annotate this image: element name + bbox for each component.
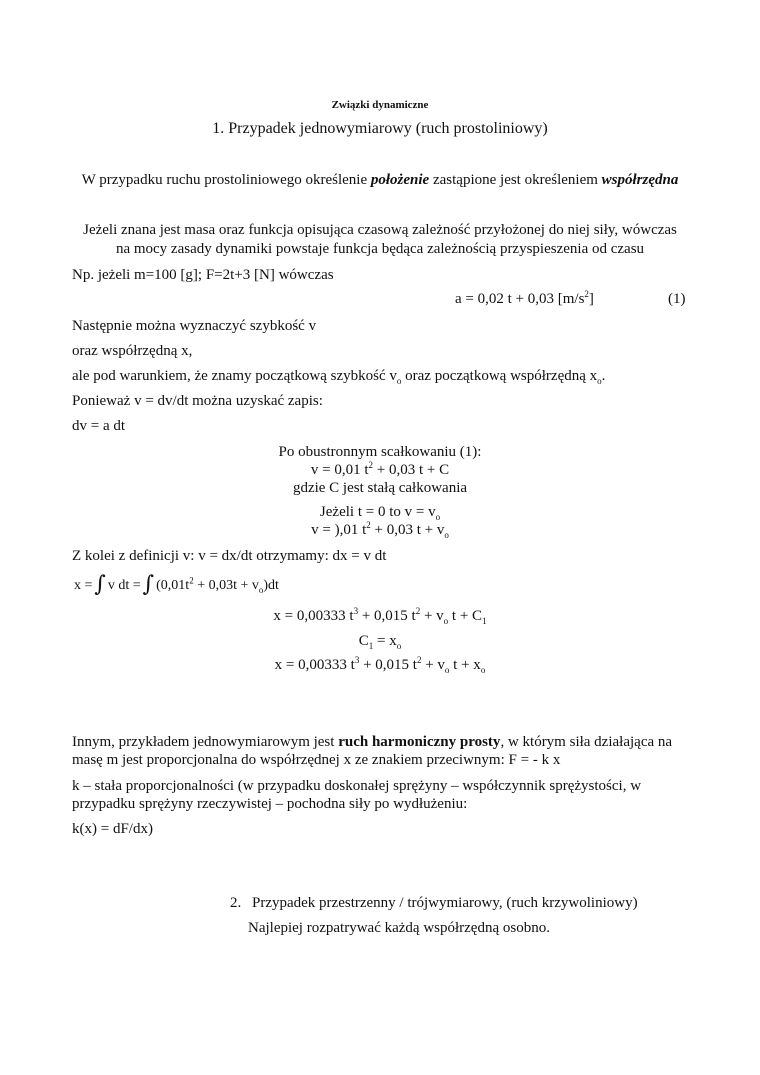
text-line: Z kolei z definicji v: v = dx/dt otrzymamy: dx = v dt bbox=[72, 548, 387, 564]
position-equation-final: x = 0,00333 $t^3 + 0,015$ $t^2 + v_o$ $t + x_o$ bbox=[274, 655, 486, 675]
constant-equation: $C_1 = x_o$ bbox=[358, 633, 402, 651]
text-line: Następnie można wyznaczyć szybkość v bbox=[72, 318, 317, 334]
document-title: Związki dynamiczne bbox=[331, 99, 429, 111]
text-line: przypadku sprężyny rzeczywistej – pochodna siły po wydłużeniu: bbox=[72, 796, 468, 812]
velocity-equation: v = 0,01 $t^2 + 0,03$ t + C bbox=[310, 460, 450, 478]
equation-1-number: (1) bbox=[668, 291, 686, 307]
integral-sign: ∫ bbox=[142, 572, 155, 597]
initial-condition: Jeżeli t = 0 to $v = v_o$ bbox=[319, 504, 441, 522]
section-2-text: Najlepiej rozpatrywać każdą współrzędną osobno. bbox=[248, 920, 550, 936]
constant-note: gdzie C jest stałą całkowania bbox=[292, 480, 468, 496]
example-line: Np. jeżeli m=100 [g]; F=2t+3 [N] wówczas bbox=[72, 267, 334, 283]
integration-note: Po obustronnym scałkowaniu (1): bbox=[278, 444, 482, 460]
text-line: oraz współrzędną x, bbox=[72, 343, 193, 359]
text-line: k – stała proporcjonalności (w przypadku doskonałej sprężyny – współczynnik sprężystości, w bbox=[72, 778, 642, 794]
paragraph-line: na mocy zasady dynamiki powstaje funkcja będąca zależnością przyspieszenia od czasu bbox=[115, 241, 645, 257]
velocity-equation-initial: v = ),01 $t^2 + 0,03$ $t + v_o$ bbox=[311, 520, 449, 540]
position-integral: x =∫ v dt =∫ $(0,01t^2 + 0,03t + v_o)dt$ bbox=[74, 572, 279, 597]
text-line: k(x) = dF/dx) bbox=[72, 821, 153, 837]
equation-1: a = 0,02 t + 0,03 $[m/s^2]$ bbox=[455, 289, 594, 307]
section-2-number: 2. bbox=[230, 895, 242, 911]
text-line: Ponieważ v = dv/dt można uzyskać zapis: bbox=[72, 393, 323, 409]
section-2-heading: Przypadek przestrzenny / trójwymiarowy, (ruch krzywoliniowy) bbox=[252, 895, 638, 911]
harmonic-paragraph: masę m jest proporcjonalna do współrzędnej x ze znakiem przeciwnym: F = - k x bbox=[72, 752, 561, 768]
text-line: dv = a dt bbox=[72, 418, 126, 434]
text-line: ale pod warunkiem, że znamy początkową szybkość $v_o$ oraz początkową współrzędną $x_o$. bbox=[72, 368, 606, 386]
position-equation: x = 0,00333 $t^3 + 0,015$ $t^2 + v_o$ $t + C_1$ bbox=[273, 606, 487, 626]
paragraph-line: Jeżeli znana jest masa oraz funkcja opisująca czasową zależność przyłożonej do niej siły, wówczas bbox=[83, 222, 677, 238]
intro-paragraph: W przypadku ruchu prostoliniowego określenie położenie zastąpione jest określeniem współrzędna bbox=[81, 172, 679, 188]
section-1-heading: 1. Przypadek jednowymiarowy (ruch prostoliniowy) bbox=[212, 120, 548, 137]
harmonic-paragraph: Innym, przykładem jednowymiarowym jest ruch harmoniczny prosty, w którym siła działająca na bbox=[72, 734, 673, 750]
integral-sign: ∫ bbox=[94, 572, 106, 597]
